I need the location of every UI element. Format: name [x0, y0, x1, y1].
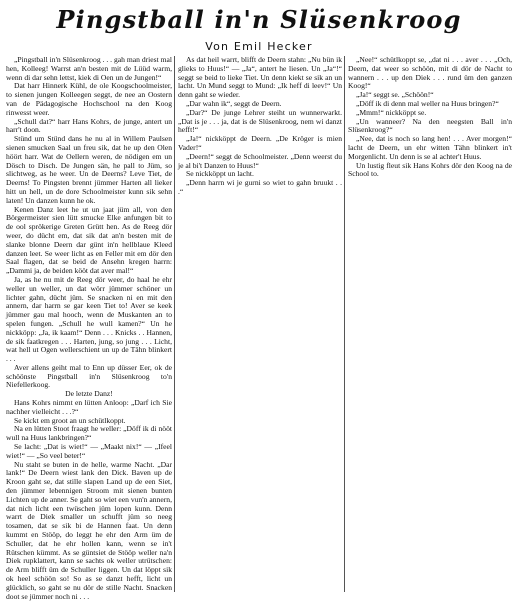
- article-paragraph: „Nee!“ schütlkoppt se, „dat ni . . . aver . . . „Och, Deern, dat weer so schöön, mit di dör de Nacht to wannern . . . up den Diek . . . rund üm den ganzen Koog!“: [348, 55, 512, 91]
- article-paragraph: Aver allens geiht mal to Enn up düsser Eer, ok de schöönste Pingstball in'n Slüsenkroog to'n Niefellerkoog.: [6, 362, 172, 390]
- article-paragraph: Se nickköppt un lacht.: [186, 169, 254, 179]
- article-paragraph: Stünd um Stünd dans he nu al in Willem Paulsen sienen smucken Saal un freu sik, dat he up den Olen höört harr. Wat de Oellern weren, de nödigen em un Dösch to Disch. De Jungen sän, he pall to Jüm, so slichtweg, as he weer. Un de Deerns? Leve Tiet, de Deerns! To Pingsten brennt jümmer Harten all lieker hitt un hell, un de dore Schoolmeister kunn sik sehn laten! Un danzen kunn he ok.: [6, 134, 172, 205]
- article-paragraph: „Ja!“ nickköppt de Deern. „De Kröger is mien Vader!“: [178, 134, 342, 152]
- article-paragraph: Kenen Danz leet he ut un jaat jüm all, von den Börgermeister sien lütt smucke Elke anfungen bit to de ool sprökerige Greten Grütt hen. As de Reeg dör weer, do dücht em, dat sik dat an'n besten mit de slanke blonne Deern dar günt in'n hellblaue Kleed danzen leet. Se weer licht as en Feller mit em dör den Saal flagen, dat se beid de Ansehn kregen harrn: „Dammi ja, de beiden kööt dat aver mal!“: [6, 204, 172, 276]
- article-paragraph: Nu staht se buten in de helle, warme Nacht. „Dar lank!“ De Deern wiest lank den Dick. Baven up de Kroon gaht se, dat stille slapen Land up de een Siet, den jümmer lebennigen Stroom mit sienen bunten Lichten up de anner. Se gaht so wiet een vun'n annern, dat nich licht een twüschen jüm lopen kunn. Denn warrt de Diek smaller un schufft jüm so neeg tosamen, dat se sik bi de Hannen faat. Un denn kummt en Stööp, do leggt he ehr den Arm üm de Schuller, dat he ehr hollen kann, wenn se in't Rütschen kümmt. As se güntsiet de Stööp weller na'n Diek rupklattert, kann se sachts ok weller utrütschen: de Arm blifft üm de Schuller liggen. Un dat löppt sik ok heel schöön so! So as se danzt hefft, licht un glücklich, so gaht se nu dör de stille Nacht. Snacken doot se jümmer noch ni . . .: [6, 459, 172, 601]
- article-author: Von Emil Hecker: [205, 40, 313, 53]
- article-paragraph: De letzte Danz!: [65, 389, 113, 399]
- article-paragraph: „Dar wahn ik“, seggt de Deern.: [186, 98, 282, 108]
- article-paragraph: „Ja!“ seggt se. „Schöön!“: [356, 90, 434, 100]
- article-paragraph: „Un wanneer? Na den neegsten Ball in'n Slüsenkroog?“: [348, 116, 512, 135]
- column-divider: [174, 56, 175, 592]
- article-paragraph: „Deern!“ seggt de Schoolmeister. „Denn weerst du je al bi't Danzen to Huus!“: [178, 151, 342, 170]
- article-paragraph: Se kickt em groot an un schütlkoppt.: [14, 415, 126, 425]
- article-paragraph: Hans Kohrs nimmt en lütten Anloop: „Darf ich Sie nachher vielleicht . . .?“: [6, 398, 172, 416]
- article-column-1: [6, 55, 172, 601]
- article-paragraph: „Dar?“ De junge Lehrer steiht un wunnerwarkt. „Dat is je . . . ja, dat is de Slüsenkroog, nem wi danzt hefft!“: [178, 107, 342, 135]
- column-divider: [344, 56, 345, 592]
- article-paragraph: Na en lütten Stoot fraagt he weller: „Döff ik di nööt wull na Huus lankbringen?“: [6, 424, 172, 443]
- article-paragraph: Se lacht: „Dat is wiet!“ — „Maakt nix!“ — „Ifeel wiet!“ — „So veel beter!“: [6, 442, 172, 460]
- article-paragraph: As dat heil warrt, blifft de Deern stahn: „Nu bün ik glieks to Huus!“ — „Ja“, antert he liesen. Un „Ja“!“ seggt se beid to lieke Tiet. Un denn kiekt se sik an un lacht. Un Mund seggt to Mund: „Ik heff di leev!“ Un denn gaht se wieder.: [178, 55, 342, 100]
- article-paragraph: „Nee, dat is noch so lang hen! . . . Aver morgen!“ lacht de Deern, un ehr witten Tähn blinkert in't Morgenlicht. Un denn is se al achter't Huus.: [348, 134, 512, 161]
- article-paragraph: „Döff ik di denn mal weller na Huus bringen?“: [356, 98, 499, 108]
- article-paragraph: Un lustig fleut sik Hans Kohrs dör den Koog na de School to.: [348, 160, 512, 179]
- article-column-3: [348, 56, 512, 596]
- article-paragraph: „Mmm!“ nickköppt se.: [356, 107, 427, 117]
- article-title: Pingstball in'n Slüsenkroog: [56, 5, 462, 34]
- article-column-2: [178, 56, 342, 596]
- article-paragraph: „Pingstball in'n Slüsenkroog . . . gah man driest mal hen, Kolleeg! Warrst an'n besten mit de Lüüd warm, wenn di dar sehn lettst, kiek di Oen un de Jungen!“: [6, 55, 172, 82]
- article-paragraph: „Denn harrn wi je gurni so wiet to gahn bruukt . . .“: [178, 178, 342, 196]
- article-paragraph: Ja, as he nu mit de Reeg dör weer, do haal he ehr weller un weller, un dat wörr jümmer schöner un lichter gahn, dücht jüm. Se snacken ni en mit den annern, dar harrn se gar keen Tiet to! Aver se keek jümmer gau mal hooch, wenn de Muskanten an to spelen fungen. „Schull he wull kamen?“ Un he nickköpp: „Ja, ik kaam!“ Denn . . . Knicks . . Hannen, de sik faatkregen . . . Harten, jung, so jung . . . Licht, wat hell ut Ogen wellerschient un up de Tähn blinkert . . .: [6, 274, 172, 364]
- article-paragraph: „Schull dat?“ harr Hans Kohrs, de junge, antert un harr't doon.: [6, 116, 172, 135]
- article-paragraph: Dat harr Hinnerk Kühl, de ole Koogschoolmeister, to sienen jungen Kolleegen seggt, de nee an Oostern van de Pädagogische Hochschool na den Koog rinwesst weer.: [6, 81, 172, 117]
